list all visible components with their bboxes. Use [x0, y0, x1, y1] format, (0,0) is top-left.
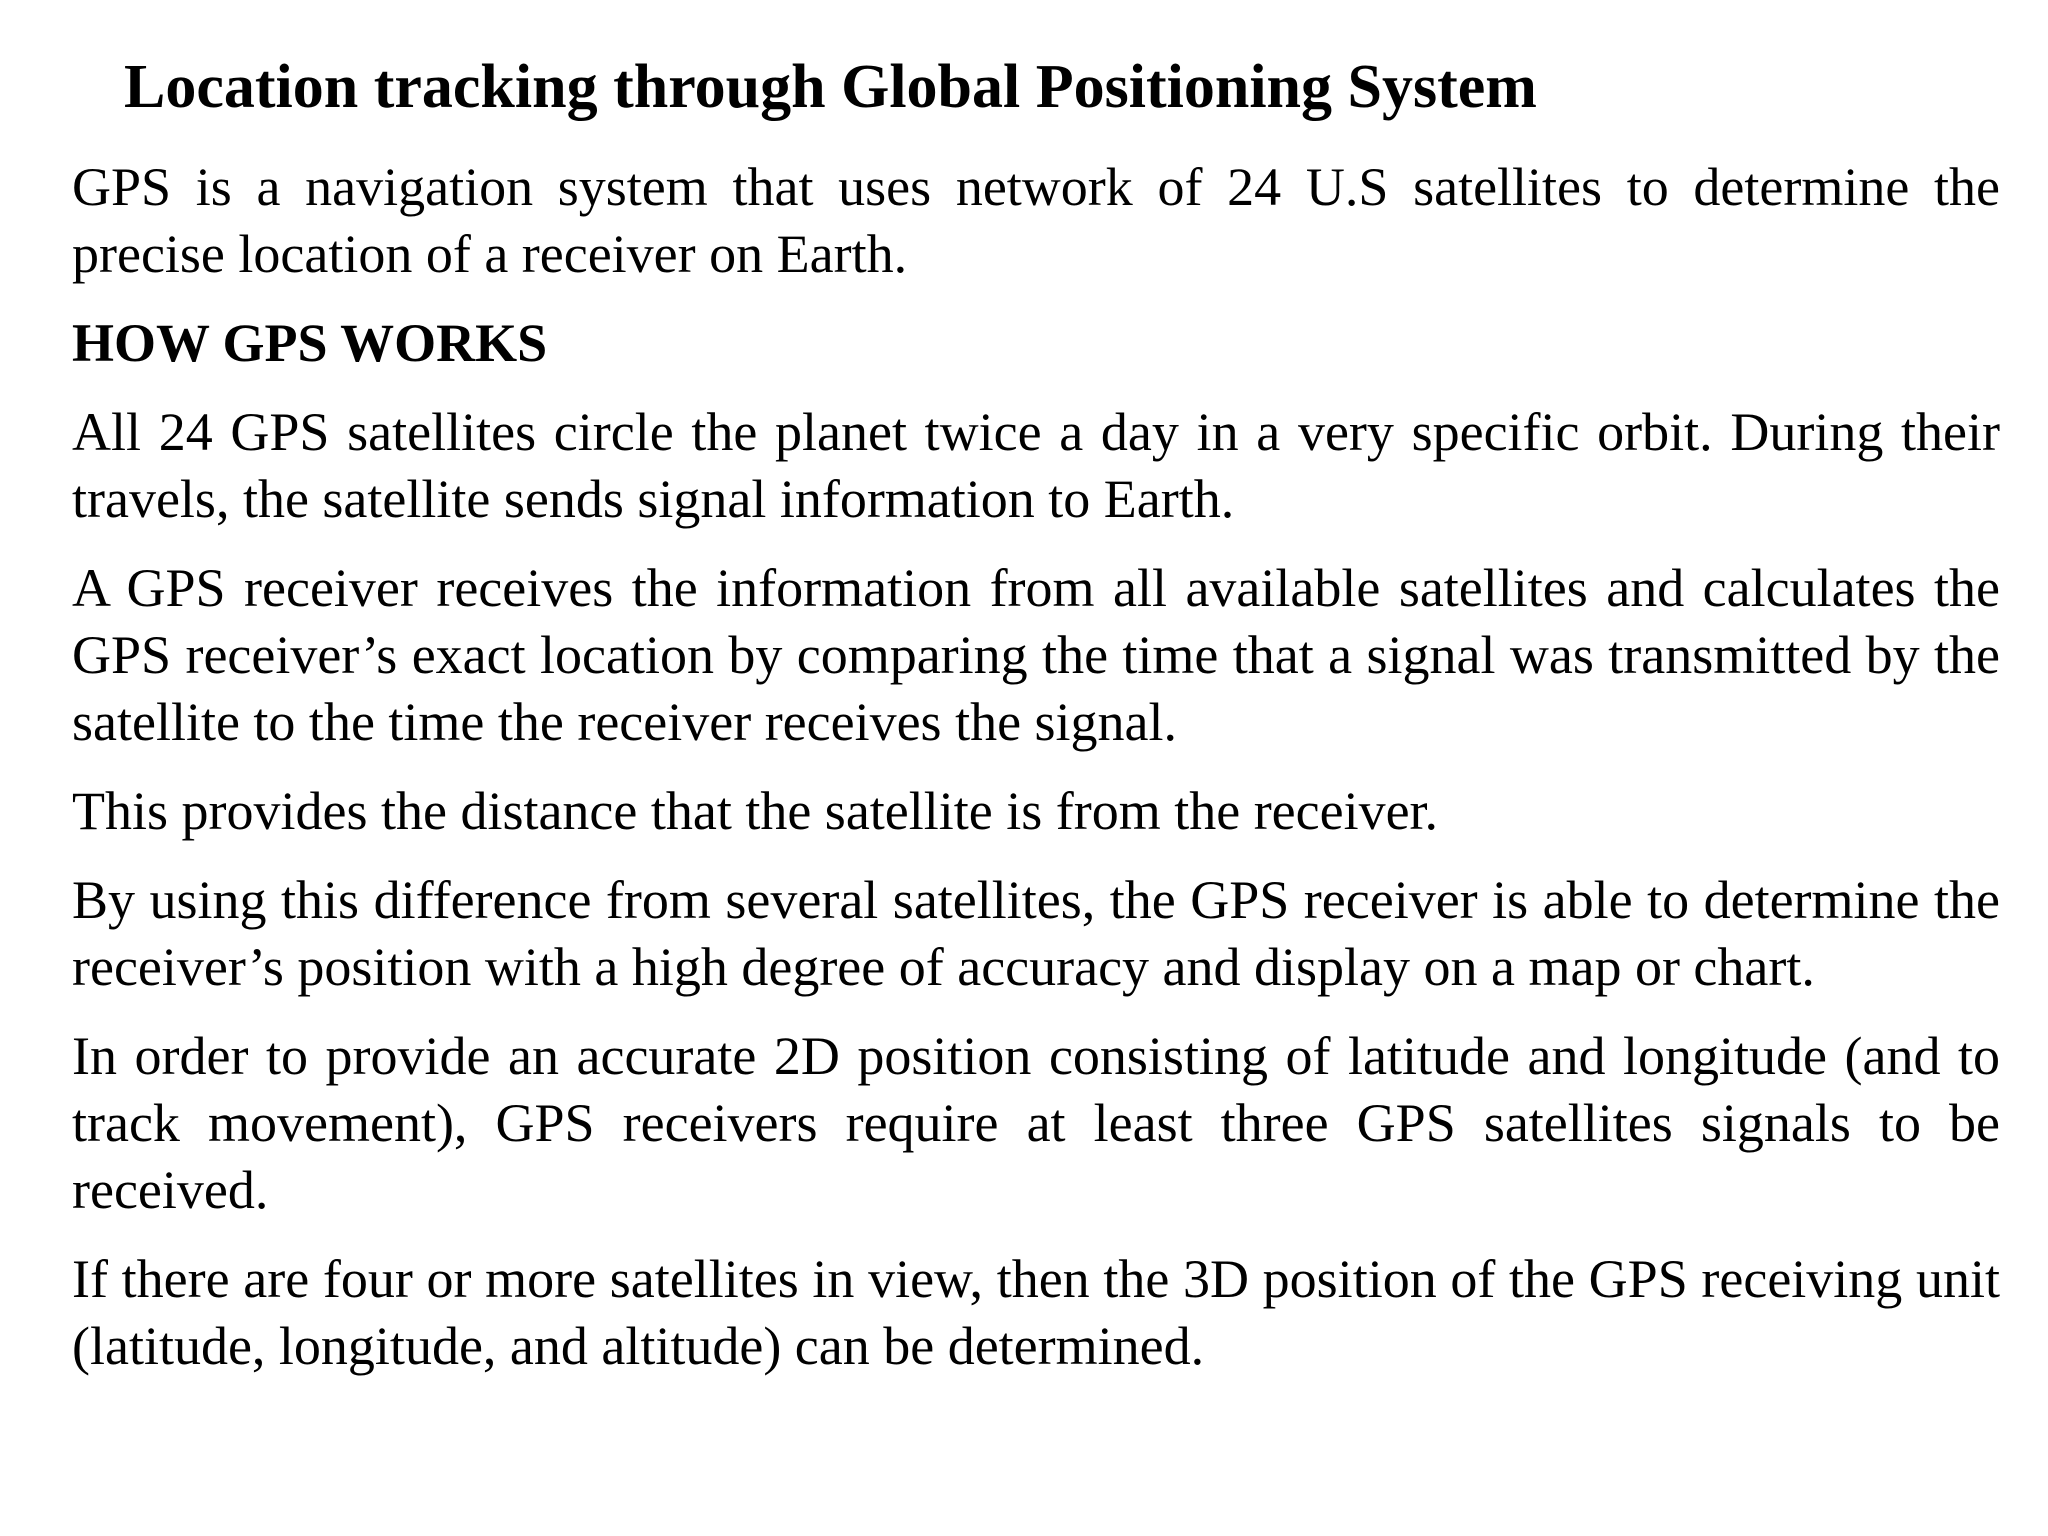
paragraph-2d-position: In order to provide an accurate 2D position consisting of latitude and longitude (and to track movement), GPS receivers require at least three GPS satellites signals to be received. [72, 1026, 2000, 1220]
intro-paragraph: GPS is a navigation system that uses network of 24 U.S satellites to determine the precise location of a receiver on Earth. [72, 157, 2000, 284]
document-page [72, 42, 2000, 1402]
section-heading: HOW GPS WORKS [72, 313, 548, 373]
paragraph-receiver: A GPS receiver receives the information from all available satellites and calculates the GPS receiver’s exact location by comparing the time that a signal was transmitted by the satellite to the time the receiver receives the signal. [72, 558, 2000, 752]
paragraph-3d-position: If there are four or more satellites in view, then the 3D position of the GPS receiving unit (latitude, longitude, and altitude) can be determined. [72, 1249, 2000, 1376]
paragraph-orbit: All 24 GPS satellites circle the planet twice a day in a very specific orbit. During their travels, the satellite sends signal information to Earth. [72, 402, 2000, 529]
document-title: Location tracking through Global Positioning System [124, 53, 1537, 121]
paragraph-position: By using this difference from several satellites, the GPS receiver is able to determine the receiver’s position with a high degree of accuracy and display on a map or chart. [72, 870, 2000, 997]
paragraph-distance: This provides the distance that the satellite is from the receiver. [72, 781, 1439, 841]
